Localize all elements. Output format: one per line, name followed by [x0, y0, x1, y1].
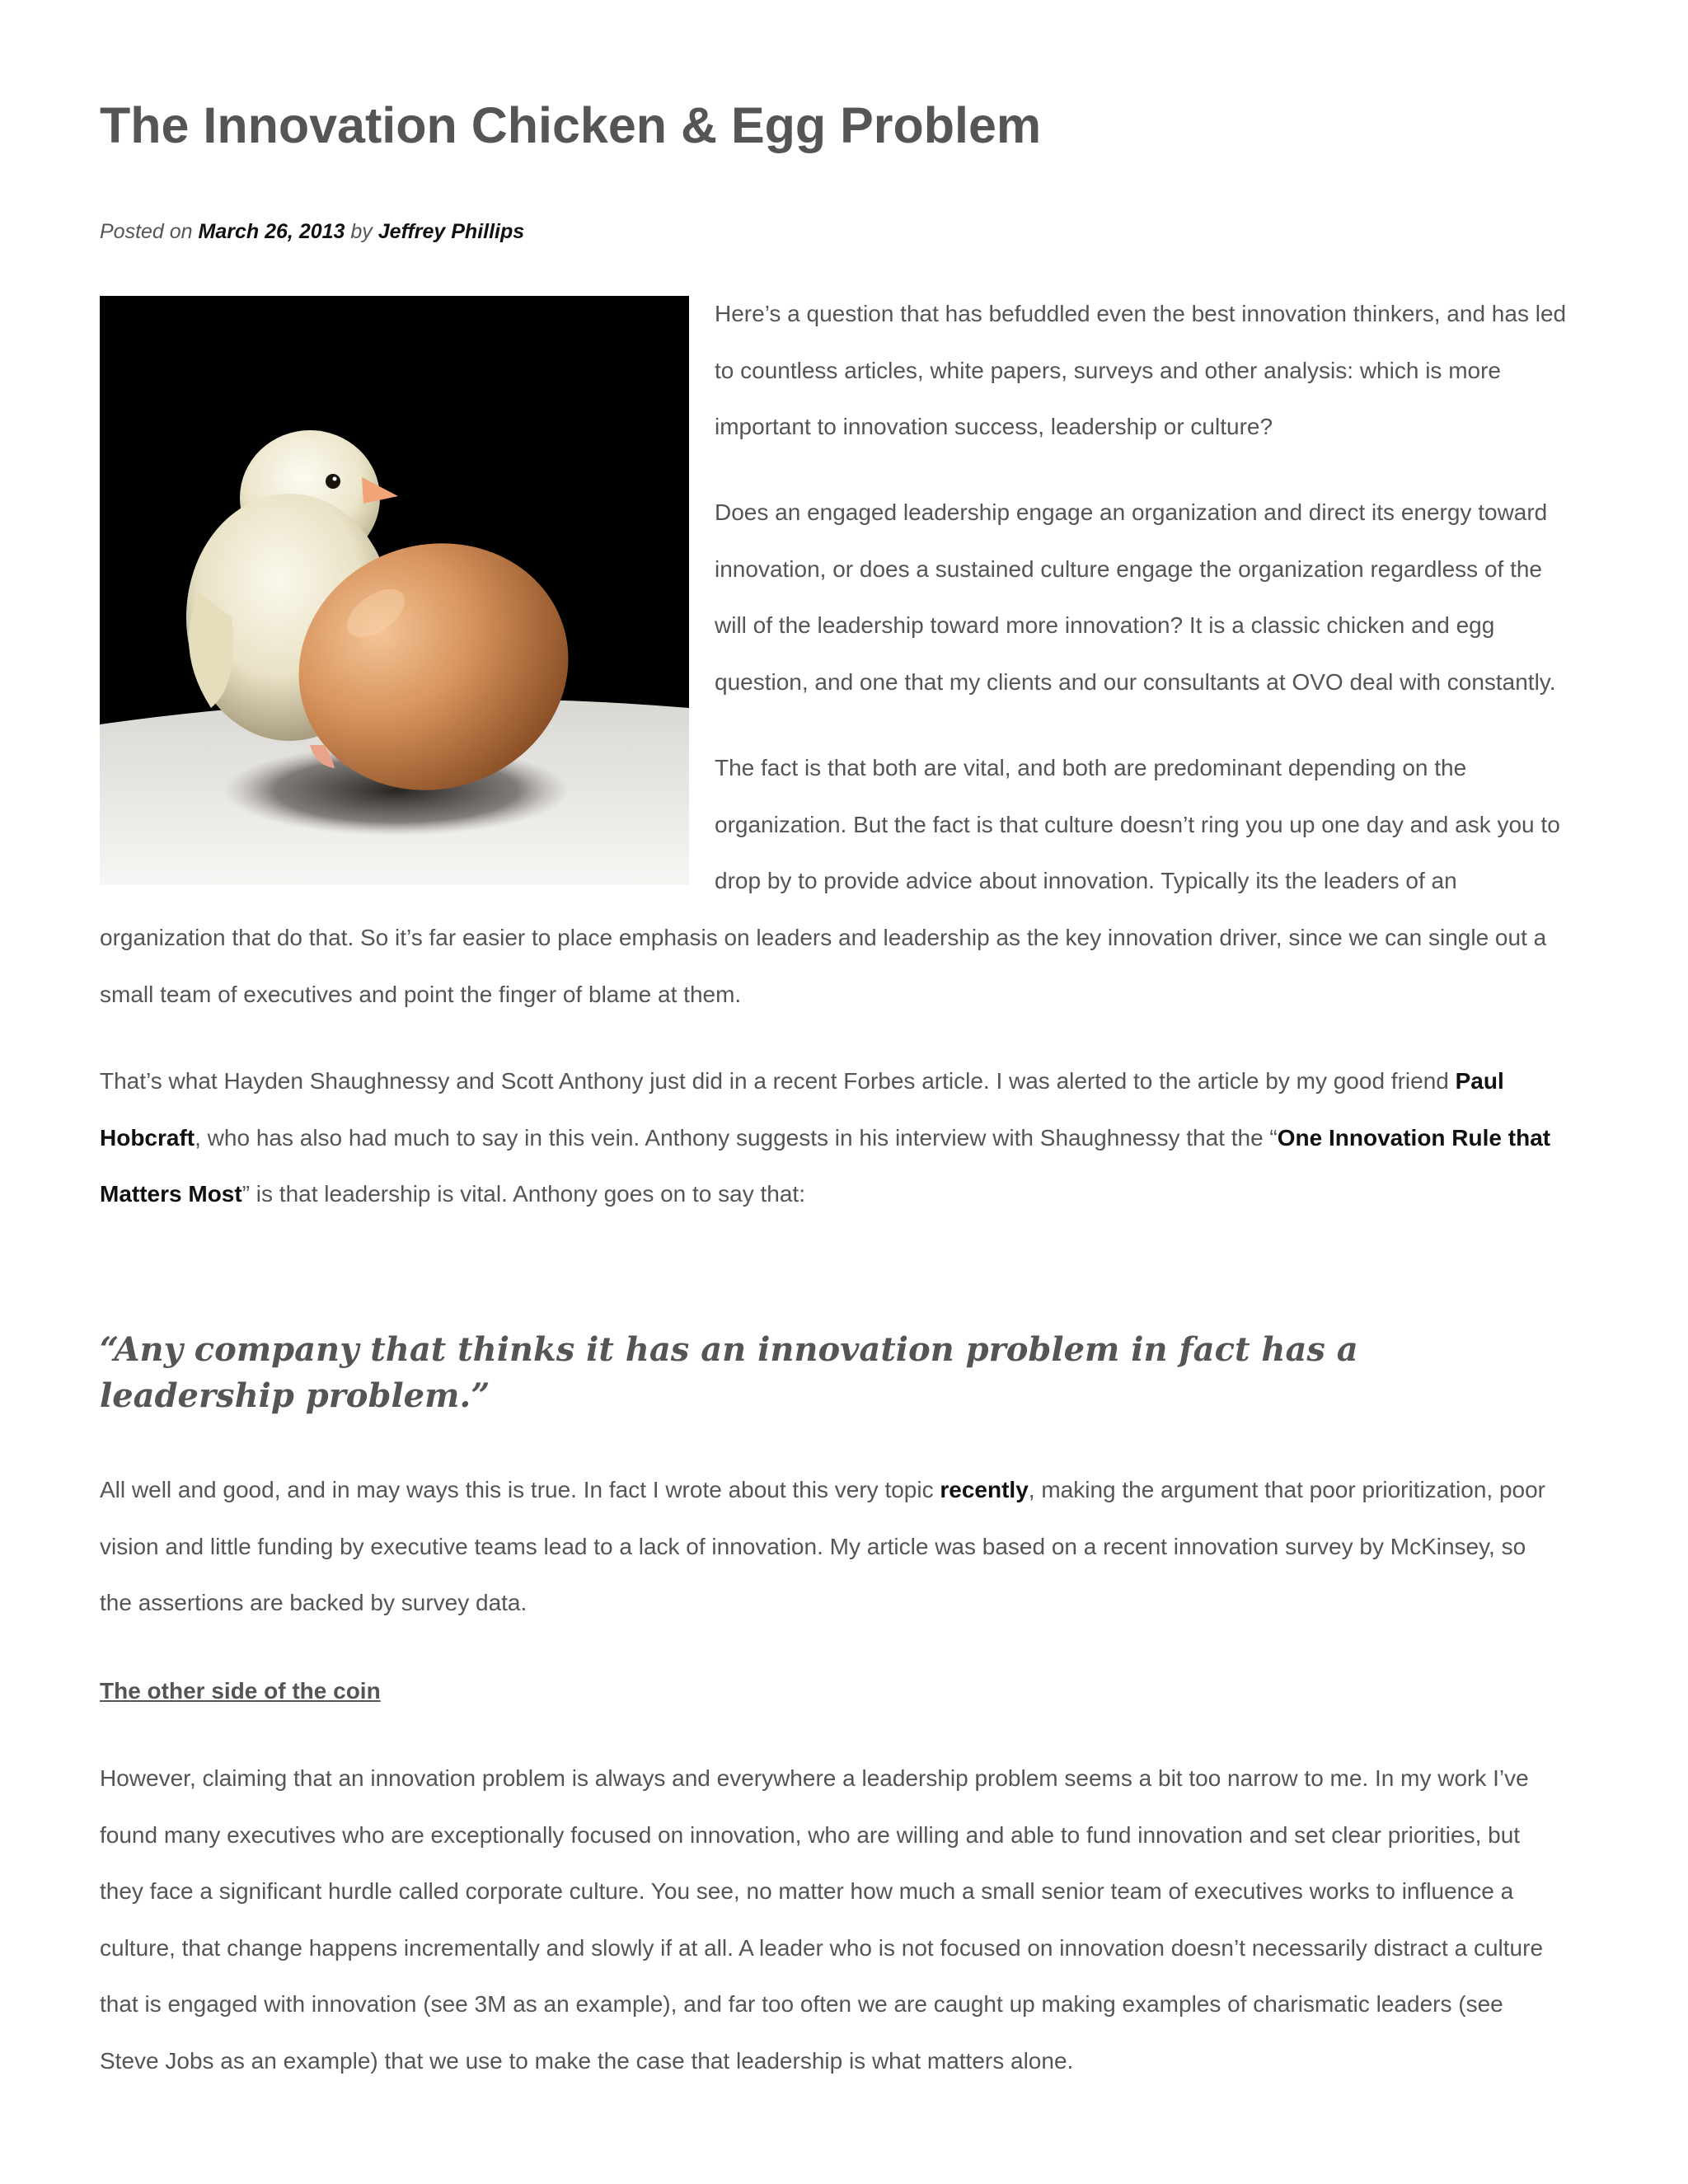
- posted-on-label: Posted on: [100, 220, 193, 243]
- forbes-article-link[interactable]: One Innovation Rule that: [1277, 1124, 1551, 1151]
- pull-quote: “Any company that thinks it has an innovation problem in fact has a leadership problem.”: [100, 1330, 1358, 1415]
- chick-and-egg-image: [100, 296, 689, 885]
- paul-hobcraft-link[interactable]: Paul: [1455, 1068, 1504, 1094]
- paragraph-3-wrapped: The fact is that both are vital, and both are predominant depending on the organization. But the fact is that culture doesn’t ring you up one day and ask you to drop by to provide advice about innovation. Typically its the leaders of an: [715, 755, 1560, 893]
- by-label: by: [350, 220, 373, 243]
- post-meta: [100, 218, 524, 246]
- paragraph-2: Does an engaged leadership engage an organization and direct its energy toward innovation, or does a sustained culture engage the organization regardless of the will of the leadership toward more innovation? It is a classic chicken and egg question, and one that my clients and our consultants at OVO deal with constantly.: [715, 499, 1556, 695]
- paragraph-1: Here’s a question that has befuddled even the best innovation thinkers, and has led to countless articles, white papers, surveys and other analysis: which is more important to innovation success, leadership or culture?: [715, 301, 1567, 439]
- post-date-link[interactable]: March 26, 2013: [198, 220, 345, 243]
- paragraph-3-continued: organization that do that. So it’s far easier to place emphasis on leaders and leadership as the key innovation driver, since we can single out a small team of executives and point the finger of blame at them.: [100, 925, 1547, 1007]
- chick-and-egg-photo-icon: [100, 296, 689, 885]
- forbes-article-link-cont[interactable]: Matters Most: [100, 1181, 242, 1207]
- paul-hobcraft-link-cont[interactable]: Hobcraft: [100, 1124, 195, 1151]
- paragraph-6: However, claiming that an innovation problem is always and everywhere a leadership problem seems a bit too narrow to me. In my work I’ve found many executives who are exceptionally focused on innovation, who are willing and able to fund innovation and set clear priorities, but they face a significant hurdle called corporate culture. You see, no matter how much a small senior team of executives works to influence a culture, that change happens incrementally and slowly if at all. A leader who is not focused on innovation doesn’t necessarily distract a culture that is engaged with innovation (see 3M as an example), and far too often we are caught up making examples of charismatic leaders (see Steve Jobs as an example) that we use to make the case that leadership is what matters alone.: [100, 1765, 1544, 2074]
- paragraph-5: All well and good, and in may ways this is true. In fact I wrote about this very topic recently, making the argument that poor prioritization, poor vision and little funding by executive teams lead to a lack of innovation. My article was based on a recent innovation survey by McKinsey, so the assertions are backed by survey data.: [100, 1477, 1546, 1615]
- section-heading: The other side of the coin: [100, 1678, 381, 1704]
- recently-link[interactable]: recently: [940, 1477, 1029, 1502]
- paragraph-4: That’s what Hayden Shaughnessy and Scott Anthony just did in a recent Forbes article. I was alerted to the article by my good friend Paul Hobcraft, who has also had much to say in this vein. Anthony suggests in his interview with Shaughnessy that the “One Innovation Rule that Matters Most” is that leadership is vital. Anthony goes on to say that:: [100, 1068, 1551, 1207]
- article-title: The Innovation Chicken & Egg Problem: [100, 97, 1042, 153]
- author-link[interactable]: Jeffrey Phillips: [377, 220, 525, 243]
